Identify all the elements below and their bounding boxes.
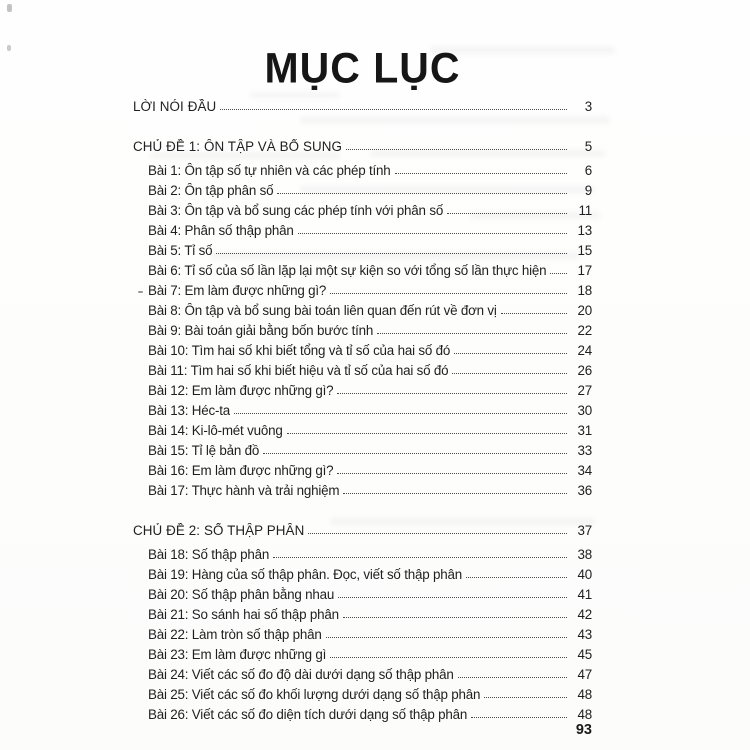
toc-entry-front-matter	[133, 94, 592, 114]
toc-entry-label: Bài 1: Ôn tập số tự nhiên và các phép tính	[148, 163, 391, 178]
toc-entry	[133, 418, 592, 438]
toc-entry	[133, 398, 592, 418]
dot-leader	[452, 373, 567, 374]
toc-entry-label: Bài 2: Ôn tập phân số	[148, 183, 274, 198]
toc-entry-page-number: 9	[584, 183, 592, 198]
dot-leader	[466, 577, 567, 578]
toc-entry	[133, 358, 592, 378]
toc-entry-label: Bài 10: Tìm hai số khi biết tổng và tỉ số của hai số đó	[148, 343, 451, 358]
toc-entry	[133, 622, 592, 642]
toc-entry	[133, 158, 592, 178]
dot-leader	[234, 413, 567, 414]
toc-entry	[133, 438, 592, 458]
toc-entry	[133, 478, 592, 498]
dot-leader	[337, 473, 567, 474]
dot-leader	[330, 657, 567, 658]
toc-entry	[133, 258, 592, 278]
toc-entry-page-number: 5	[584, 139, 592, 154]
toc-entry-label: Bài 3: Ôn tập và bổ sung các phép tính với phân số	[148, 203, 444, 218]
toc-chapter-items	[133, 158, 592, 498]
toc-entry	[133, 702, 592, 722]
toc-entry-label: Bài 20: Số thập phân bằng nhau	[148, 587, 335, 602]
folio-page-number: 93	[575, 722, 592, 738]
toc-entry-label: Bài 8: Ôn tập và bổ sung bài toán liên quan đến rút về đơn vị	[148, 303, 497, 318]
toc-entry-page-number: 20	[577, 303, 592, 318]
dot-leader	[298, 233, 567, 234]
toc-entry-page-number: 38	[577, 547, 592, 562]
toc-entry-label: Bài 21: So sánh hai số thập phân	[148, 607, 339, 622]
toc-entry	[133, 278, 592, 298]
toc-content	[133, 40, 592, 722]
toc-entry-page-number: 26	[577, 363, 592, 378]
toc-entry-page-number: 48	[577, 707, 592, 722]
toc-entry	[133, 238, 592, 258]
toc-entry	[133, 682, 592, 702]
toc-entry-label: Bài 11: Tìm hai số khi biết hiệu và tỉ số của hai số đó	[148, 363, 449, 378]
toc-entry-page-number: 37	[577, 523, 592, 538]
toc-entry	[133, 642, 592, 662]
toc-entry-label: Bài 17: Thực hành và trải nghiệm	[148, 483, 340, 498]
toc-entry-page-number: 47	[577, 667, 592, 682]
toc-entry-label: Bài 18: Số thập phân	[148, 547, 270, 562]
toc-entry	[133, 542, 592, 562]
dot-leader	[395, 173, 568, 174]
dot-leader	[484, 697, 567, 698]
toc-chapter-items	[133, 542, 592, 722]
toc-entry-page-number: 45	[577, 647, 592, 662]
toc-entry-label: CHỦ ĐỀ 2: SỐ THẬP PHÂN	[133, 523, 305, 538]
toc-entry-label: CHỦ ĐỀ 1: ÔN TẬP VÀ BỔ SUNG	[133, 139, 343, 154]
toc-entry	[133, 198, 592, 218]
toc-entry	[133, 338, 592, 358]
dot-leader	[454, 353, 567, 354]
dot-leader	[263, 453, 567, 454]
toc-entry-label: Bài 4: Phân số thập phân	[148, 223, 294, 238]
toc-entry	[133, 602, 592, 622]
toc-entry-page-number: 11	[578, 203, 592, 218]
toc-entry	[133, 178, 592, 198]
toc-entry	[133, 218, 592, 238]
toc-entry-label: Bài 14: Ki-lô-mét vuông	[148, 423, 283, 438]
dot-leader	[287, 433, 567, 434]
toc-chapter-heading	[133, 134, 592, 154]
toc-entry	[133, 378, 592, 398]
toc-entry-label: Bài 19: Hàng của số thập phân. Đọc, viết số thập phân	[148, 567, 462, 582]
toc-chapter-heading	[133, 518, 592, 538]
toc-entry-page-number: 43	[577, 627, 592, 642]
toc-entry-page-number: 33	[577, 443, 592, 458]
dot-leader	[447, 213, 567, 214]
dot-leader	[458, 677, 567, 678]
toc-entry-page-number: 17	[577, 263, 592, 278]
dot-leader	[377, 333, 567, 334]
toc-entry-page-number: 3	[584, 99, 592, 114]
dot-leader	[220, 109, 567, 110]
dot-leader	[346, 149, 567, 150]
dot-leader	[277, 193, 567, 194]
toc-entry	[133, 318, 592, 338]
dot-leader	[216, 253, 567, 254]
toc-entry-page-number: 27	[577, 383, 592, 398]
dot-leader	[550, 273, 567, 274]
dot-leader	[273, 557, 567, 558]
toc-entry-label: Bài 12: Em làm được những gì?	[148, 383, 334, 398]
toc-entry-page-number: 18	[577, 283, 592, 298]
toc-entry-page-number: 34	[577, 463, 592, 478]
toc-entry-page-number: 22	[577, 323, 592, 338]
toc-entry-page-number: 6	[584, 163, 592, 178]
toc-entry-label: Bài 6: Tỉ số của số lần lặp lại một sự kiện so với tổng số lần thực hiện	[148, 263, 547, 278]
toc-entry-label: Bài 5: Tỉ số	[148, 243, 213, 258]
toc-entry-label: LỜI NÓI ĐẦU	[133, 99, 217, 114]
toc-entry	[133, 458, 592, 478]
dot-leader	[308, 533, 567, 534]
toc-entry-page-number: 48	[577, 687, 592, 702]
toc-entry-page-number: 41	[577, 587, 592, 602]
toc-entry	[133, 582, 592, 602]
toc-entry-label: Bài 16: Em làm được những gì?	[148, 463, 334, 478]
dot-leader	[330, 293, 567, 294]
dot-leader	[343, 617, 567, 618]
dot-leader	[338, 597, 567, 598]
toc-sections	[133, 134, 592, 722]
toc-entry-page-number: 24	[577, 343, 592, 358]
toc-entry-label: Bài 22: Làm tròn số thập phân	[148, 627, 322, 642]
scan-speck	[7, 4, 12, 12]
toc-entry	[133, 662, 592, 682]
toc-entry	[133, 298, 592, 318]
dot-leader	[326, 637, 567, 638]
toc-entry-page-number: 15	[577, 243, 592, 258]
toc-entry-label: Bài 25: Viết các số đo khối lượng dưới dạng số thập phân	[148, 687, 481, 702]
toc-entry-label: Bài 7: Em làm được những gì?	[148, 283, 327, 298]
toc-entry-page-number: 30	[577, 403, 592, 418]
dot-leader	[337, 393, 567, 394]
toc-entry-page-number: 13	[577, 223, 592, 238]
toc-entry-label: Bài 23: Em làm được những gì	[148, 647, 327, 662]
toc-entry-label: Bài 9: Bài toán giải bằng bốn bước tính	[148, 323, 374, 338]
toc-entry-page-number: 31	[577, 423, 592, 438]
scan-speck	[7, 45, 11, 51]
toc-entry-label: Bài 24: Viết các số đo độ dài dưới dạng số thập phân	[148, 667, 454, 682]
toc-entry-page-number: 42	[577, 607, 592, 622]
toc-entry-page-number: 36	[577, 483, 592, 498]
page-title: MỤC LỤC	[264, 44, 461, 92]
toc-entry-label: Bài 15: Tỉ lệ bản đồ	[148, 443, 260, 458]
dot-leader	[501, 313, 567, 314]
toc-entry-page-number: 40	[577, 567, 592, 582]
toc-entry	[133, 562, 592, 582]
dot-leader	[471, 717, 567, 718]
toc-entry-label: Bài 26: Viết các số đo diện tích dưới dạng số thập phân	[148, 707, 468, 722]
toc-entry-label: Bài 13: Héc-ta	[148, 403, 231, 418]
dot-leader	[343, 493, 567, 494]
